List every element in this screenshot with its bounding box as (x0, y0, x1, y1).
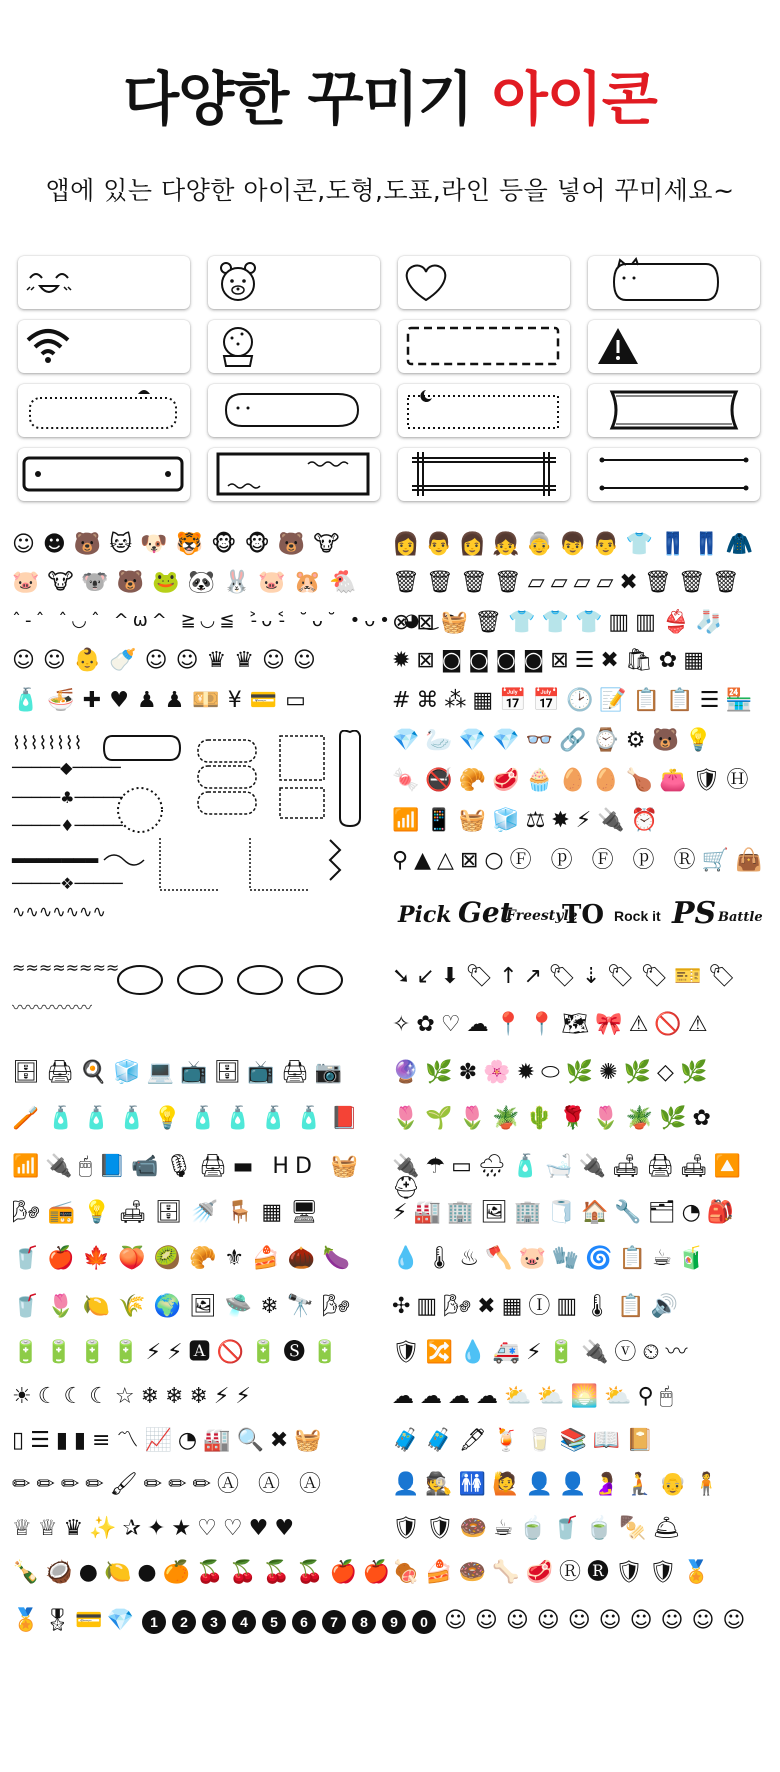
card-double-line-frame[interactable] (398, 448, 570, 501)
weather-icon[interactable]: ☀☾☾☾☆❄❄❄⚡⚡ (12, 1384, 257, 1409)
shape-icon[interactable]: ⚲▲△⊠○Ⓕ ⓟ Ⓕ ⓟ Ⓡ🛒👜 (392, 848, 769, 873)
animal-face-icon[interactable]: ☺☻🐻🐱🐶🐯🐵🐵🐻🐮 (12, 532, 348, 557)
cloud-icon[interactable]: ☁☁☁☁⛅⛅🌅⛅⚲🖱 (392, 1384, 679, 1409)
page-title (0, 65, 780, 133)
baby-icon[interactable]: ☺☺👶🍼☺☺♛♛☺☺ (12, 648, 324, 673)
battery-icon[interactable]: 🔋🔋🔋🔋⚡⚡🅰🚫🔋🅢🔋 (12, 1340, 345, 1365)
number-2-icon[interactable]: 2 (172, 1610, 196, 1634)
food-ticket-icon[interactable]: 🧴🍜✚♥♟♟💴¥💳▭ (12, 688, 314, 713)
divider-line-icon: ─────❖───── (12, 874, 123, 893)
appliance-icon[interactable]: 🗄🖨🍳🧊💻📺🗄📺🖨📷 (12, 1060, 349, 1085)
home-device-icon[interactable]: 📶📱🧺🧊⚖✸⚡🔌⏰ (392, 808, 664, 833)
building-icon[interactable]: ⚡🏭🏢🖼🏢🧻🏠🔧🗂◔🎒 (392, 1200, 741, 1225)
card-cat-banner[interactable] (588, 256, 760, 309)
dryer-icon[interactable]: ✹⊠◙◙◙◙⊠☰✖🛍✿▦ (392, 648, 710, 673)
card-dotted-bird-frame[interactable] (18, 384, 190, 437)
card-warning[interactable] (588, 320, 760, 373)
page-subtitle: 앱에 있는 다양한 아이콘,도형,도표,라인 등을 넣어 꾸미세요~ (45, 176, 735, 205)
word-sticker-get[interactable]: Get (458, 896, 513, 929)
brand-icon[interactable]: 🍖🍰🍩🦴🥩Ⓡ🅡🛡🛡🏅 (392, 1560, 717, 1585)
number-8-icon[interactable]: 8 (352, 1610, 376, 1634)
furniture-icon[interactable]: 🌬📻💡🛋🗄🚿🪑▦🖥 (12, 1200, 327, 1225)
cat-pill-icon (208, 384, 380, 437)
kaomoji-row-icon[interactable]: ˆ-ˆ ˆ◡ˆ ^ω^ ≧◡≦ ˃̵ᴗ˂̵ ˘ᴗ˘ •ᴗ• ◕‿◕ (12, 610, 462, 631)
jewelry-icon[interactable]: 💎🦢💎💎👓🔗⌚⚙🐻💡 (392, 728, 719, 753)
card-dashed-box[interactable] (398, 320, 570, 373)
number-6-icon[interactable]: 6 (292, 1610, 316, 1634)
plant-pot-icon[interactable]: 🌷🌱🌷🪴🌵🌹🌷🪴🌿✿ (392, 1106, 717, 1131)
cafe-icon[interactable]: 🛡🛡🍩☕🍵🥤🍵🍢🛎 (392, 1516, 687, 1541)
wifi-icon (18, 320, 190, 373)
word-sticker-pick[interactable]: Pick (398, 902, 452, 928)
number-0-icon[interactable]: 0 (412, 1610, 436, 1634)
dotted-bird-frame-icon (18, 384, 190, 437)
dashed-box-icon (398, 320, 570, 373)
animal-face-row-icon[interactable]: 🐷🐮🐨🐻🐸🐼🐰🐷🐹🐔 (12, 570, 365, 595)
moon-dotted-frame-icon (398, 384, 570, 437)
plant-icon[interactable]: 🥤🌷🍋🌾🌍🖼🛸❄🔭🌬 (12, 1294, 359, 1319)
card-ornate-frame[interactable] (588, 384, 760, 437)
card-cat-pill[interactable] (208, 384, 380, 437)
title-highlight: 아이콘 (491, 65, 657, 133)
zigzag-divider-icon: ⌇⌇⌇⌇⌇⌇⌇⌇ (12, 733, 83, 754)
number-5-icon[interactable]: 5 (262, 1610, 286, 1634)
warning-icon (588, 320, 760, 373)
double-line-frame-icon (398, 448, 570, 501)
number-3-icon[interactable]: 3 (202, 1610, 226, 1634)
tool-icon[interactable]: 💧🌡♨🪓🐷🧤🌀📋☕🧃 (392, 1246, 712, 1271)
word-sticker-ps[interactable]: PS (672, 896, 717, 931)
divider-line-icon: ─────♣───── (12, 788, 123, 807)
appliance-line-icon[interactable]: 🔌☂▭🌧🧴🛁🔌🛋🖨🛋🔼⛑ (392, 1154, 748, 1201)
wave-divider-icon: ≈≈≈≈≈≈≈≈ (12, 958, 120, 977)
number-9-icon[interactable]: 9 (382, 1610, 406, 1634)
card-kaomoji[interactable] (18, 256, 190, 309)
wave-divider-icon: ∿∿∿∿∿∿∿ (12, 902, 106, 921)
card-bear[interactable] (208, 256, 380, 309)
wavy-box-frame-icon (208, 448, 380, 501)
card-heart[interactable] (398, 256, 570, 309)
smiley-face-icon[interactable]: ☺☺☺☺☺☺☺☺☺☺ (444, 1608, 754, 1633)
snow-globe-icon (208, 320, 380, 373)
word-sticker-to[interactable]: TO (562, 900, 604, 930)
card-moon-dotted-frame[interactable] (398, 384, 570, 437)
map-pin-icon[interactable]: ✧✿♡☁📍📍🗺🎀⚠🚫⚠ (392, 1012, 714, 1037)
chart-icon[interactable]: ▯☰▮▮≡〽📈◔🏭🔍✖🧺 (12, 1428, 328, 1453)
person-icon[interactable]: 👤🕵🚻🙋👤👤🤰🧎👴🧍 (392, 1472, 726, 1497)
number-7-icon[interactable]: 7 (322, 1610, 346, 1634)
divider-line-icon: ─────◆───── (12, 758, 121, 777)
device-icon[interactable]: 📶🔌🖱📘📹🎙🖨▬ HD 🧺 (12, 1154, 365, 1179)
bear-face-icon (208, 256, 380, 309)
food-icon[interactable]: 🍾🥥●🍋●🍊🍒🍒🍒🍒🍎🍎 (12, 1560, 397, 1585)
number-4-icon[interactable]: 4 (232, 1610, 256, 1634)
food-gift-icon[interactable]: 🍬🚭🥐🥩🧁🥚🥚🍗👛🛡Ⓗ (392, 768, 755, 793)
word-sticker-battle[interactable]: Battle (718, 910, 763, 925)
laundry-icon[interactable]: 🗑🗑🗑🗑▱▱▱▱✖🗑🗑🗑 (392, 570, 746, 595)
kaomoji-face-icon (18, 256, 190, 309)
fan-icon[interactable]: ✣▥🌬✖▦Ⓘ▥🌡📋🔊 (392, 1294, 684, 1319)
card-wifi[interactable] (18, 320, 190, 373)
cat-banner-icon (588, 256, 760, 309)
card-wavy-box-frame[interactable] (208, 448, 380, 501)
ornate-frame-icon (588, 384, 760, 437)
word-sticker-freestyle[interactable]: Freestyle (506, 908, 578, 924)
arrow-icon[interactable]: ➘↙⬇🏷↑↗🏷⇣🏷🏷🎫🏷 (392, 964, 742, 989)
frame-card-grid (18, 256, 762, 501)
flourish-divider-icon: 〰〰〰〰〰 (12, 998, 93, 1017)
badge-icon[interactable]: 🏅🎖💳💎 (12, 1608, 139, 1633)
number-1-icon[interactable]: 1 (142, 1610, 166, 1634)
cosmetic-icon[interactable]: 🪥🧴🧴🧴💡🧴🧴🧴🧴📕 (12, 1106, 366, 1131)
frames-group-icon (100, 730, 390, 1030)
card-ribbon-frame[interactable] (588, 448, 760, 501)
card-snow-globe[interactable] (208, 320, 380, 373)
fruit-icon[interactable]: 🥤🍎🍁🍑🥝🥐⚜🍰🌰🍆 (12, 1246, 359, 1271)
plaque-frame-icon (18, 448, 190, 501)
title-main: 다양한 꾸미기 (123, 65, 492, 133)
medical-kit-icon[interactable]: 🧳🧳🖋🍹🥛📚📖📔 (392, 1428, 660, 1453)
word-sticker-rock-it[interactable]: Rock it (614, 908, 661, 924)
flower-icon[interactable]: 🔮🌿✽🌸✹⬭🌿✺🌿◇🌿 (392, 1060, 714, 1085)
laundry-care-icon[interactable]: ⊗⊠🧺🗑👕👕👕▥▥👙🧦 (392, 610, 729, 635)
pencil-icon[interactable]: ✏✏✏✏🖌✏✏✏Ⓐ Ⓐ Ⓐ (12, 1472, 327, 1497)
scallop-divider-icon: ▂▂▂▂▂▂▂ (12, 844, 99, 863)
shield-icon[interactable]: 🛡🔀💧🚑⚡🔋🔌ⓥ⏲〰 (392, 1340, 694, 1365)
symbol-icon[interactable]: #⌘⁂▦📅📅🕑📝📋📋☰🏪 (392, 688, 759, 713)
ribbon-frame-icon (588, 448, 760, 501)
divider-line-icon: ─────♦───── (12, 816, 123, 835)
crown-icon[interactable]: ♕♕♛✨✰✦★♡♡♥♥ (12, 1516, 301, 1541)
card-plaque-frame[interactable] (18, 448, 190, 501)
person-face-icon[interactable]: 👩👨👩👧👵👦👨👕👖👖🧥 (392, 532, 760, 557)
heart-outline-icon (398, 256, 570, 309)
